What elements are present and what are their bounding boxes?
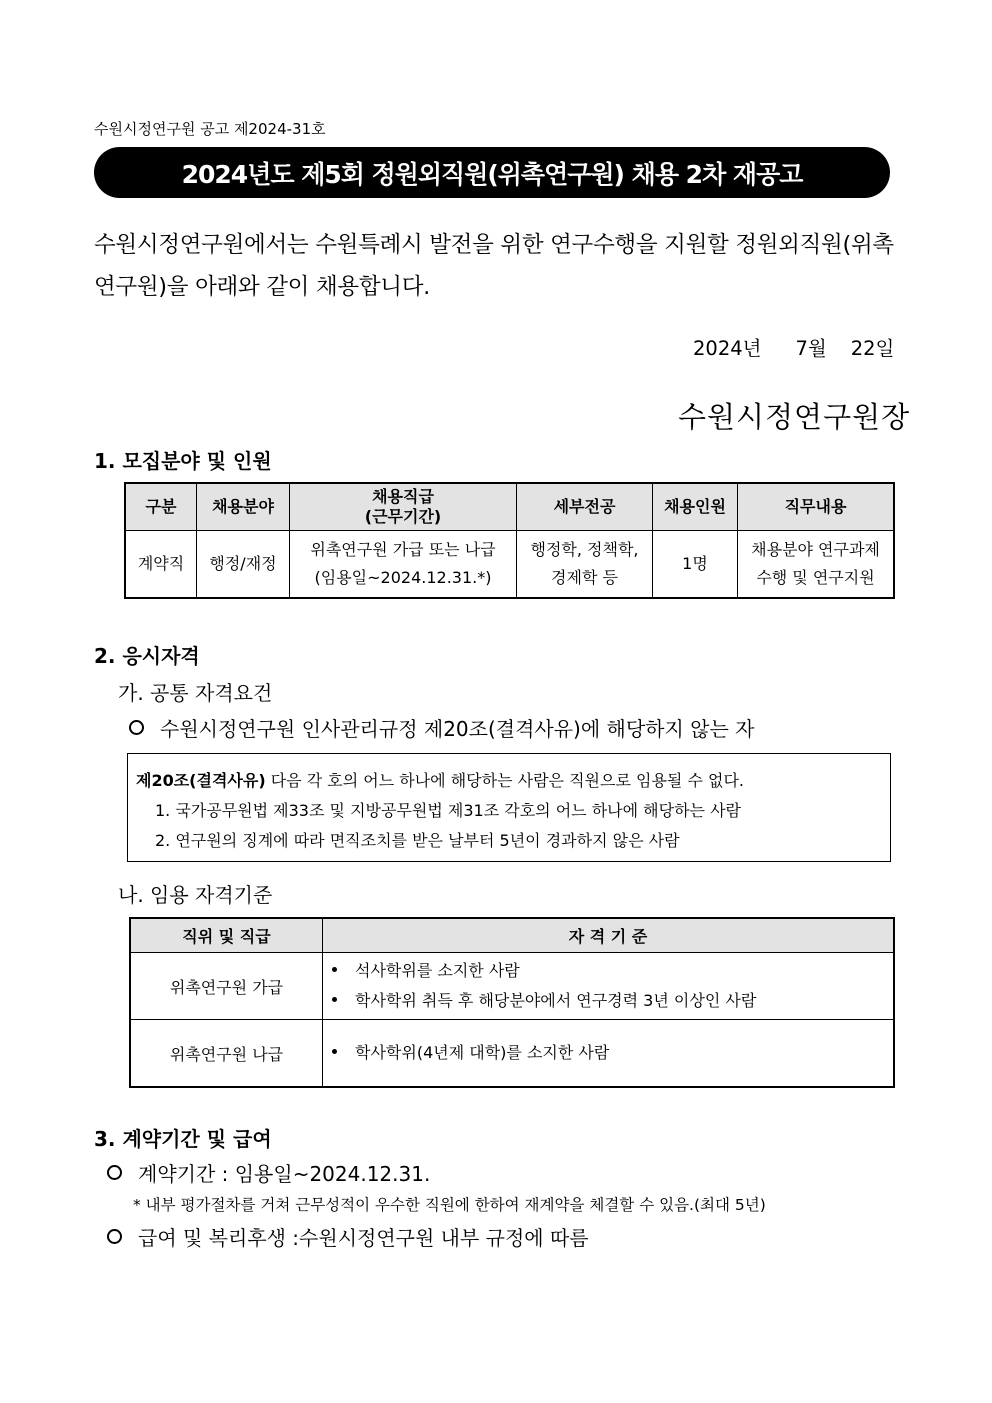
recruitment-table — [124, 482, 895, 599]
header-criteria: 자 격 기 준 — [323, 918, 895, 953]
cell-duty-line2: 수행 및 연구지원 — [756, 568, 875, 587]
rule-item: 2. 연구원의 징계에 따라 면직조치를 받은 날부터 5년이 경과하지 않은 사람 — [155, 831, 680, 850]
header-type: 구분 — [125, 483, 197, 531]
date-month: 7월 — [795, 337, 827, 360]
cell-major-line1: 행정학, 정책학, — [530, 540, 639, 559]
header-major: 세부전공 — [517, 483, 653, 531]
rule-line — [136, 766, 890, 796]
requirement-text: 석사학위를 소지한 사람 — [355, 961, 520, 980]
list-item — [332, 1038, 892, 1068]
date-year: 2024년 — [693, 337, 762, 360]
contract-note: * 내부 평가절차를 거쳐 근무성적이 우수한 직원에 한하여 재계약을 체결할 수 있음.(최대 5년) — [133, 1196, 766, 1214]
section1-heading: 1. 모집분야 및 인원 — [94, 449, 272, 473]
section3-heading: 3. 계약기간 및 급여 — [94, 1127, 272, 1151]
cell-position: 위촉연구원 가급 — [130, 953, 323, 1020]
rule-item: 1. 국가공무원법 제33조 및 지방공무원법 제31조 각호의 어느 하나에 해당하는 사람 — [155, 801, 741, 820]
cell-grade — [290, 531, 517, 599]
circle-bullet-icon — [129, 720, 144, 735]
table-header-row — [125, 483, 894, 531]
cell-requirements — [323, 953, 895, 1020]
table-header-row — [130, 918, 894, 953]
cell-duty — [738, 531, 895, 599]
cell-grade-line2: (임용일~2024.12.31.*) — [314, 568, 492, 587]
cell-grade-line1: 위촉연구원 가급 또는 나급 — [310, 540, 496, 559]
header-field: 채용분야 — [197, 483, 290, 531]
subheading-common: 가. 공통 자격요건 — [118, 681, 273, 705]
bullet-dot-icon — [332, 1049, 337, 1054]
rule-title: 제20조(결격사유) — [136, 771, 266, 790]
section2-heading: 2. 응시자격 — [94, 644, 200, 668]
cell-position: 위촉연구원 나급 — [130, 1020, 323, 1088]
requirement-text: 학사학위(4년제 대학)를 소지한 사람 — [355, 1043, 610, 1062]
subheading-criteria: 나. 임용 자격기준 — [118, 883, 273, 907]
signer: 수원시정연구원장 — [678, 400, 911, 434]
rule-text: 다음 각 호의 어느 하나에 해당하는 사람은 직원으로 임용될 수 없다. — [265, 771, 744, 790]
requirement-text: 학사학위 취득 후 해당분야에서 연구경력 3년 이상인 사람 — [355, 991, 757, 1010]
bullet-text: 수원시정연구원 인사관리규정 제20조(결격사유)에 해당하지 않는 자 — [160, 717, 755, 741]
bullet-common-requirement — [129, 713, 754, 742]
intro-paragraph: 수원시정연구원에서는 수원특례시 발전을 위한 연구수행을 지원할 정원외직원(위촉연구원)을 아래와 같이 채용합니다. — [94, 232, 894, 300]
circle-bullet-icon — [107, 1165, 122, 1180]
table-row — [130, 953, 894, 1020]
cell-requirements — [323, 1020, 895, 1088]
cell-field: 행정/재정 — [197, 531, 290, 599]
table-row — [125, 531, 894, 599]
cell-type: 계약직 — [125, 531, 197, 599]
date-day: 22일 — [850, 337, 895, 360]
list-item — [332, 986, 892, 1016]
bullet-contract-period — [107, 1158, 430, 1187]
cell-count: 1명 — [653, 531, 738, 599]
bullet-text: 계약기간 : 임용일~2024.12.31. — [138, 1162, 431, 1186]
cell-major — [517, 531, 653, 599]
cell-major-line2: 경제학 등 — [551, 568, 618, 587]
header-grade-line2: (근무기간) — [364, 507, 442, 526]
header-grade-line1: 채용직급 — [372, 487, 434, 506]
page-title: 2024년도 제5회 정원외직원(위촉연구원) 채용 2차 재공고 — [181, 159, 803, 189]
header-position: 직위 및 직급 — [130, 918, 323, 953]
header-count: 채용인원 — [653, 483, 738, 531]
circle-bullet-icon — [107, 1229, 122, 1244]
title-banner — [94, 147, 890, 198]
table-row — [130, 1020, 894, 1088]
notice-number: 수원시정연구원 공고 제2024-31호 — [94, 120, 326, 138]
criteria-table — [129, 917, 895, 1088]
header-duty: 직무내용 — [738, 483, 895, 531]
bullet-dot-icon — [332, 967, 337, 972]
bullet-dot-icon — [332, 997, 337, 1002]
cell-duty-line1: 채용분야 연구과제 — [751, 540, 880, 559]
bullet-text: 급여 및 복리후생 :수원시정연구원 내부 규정에 따름 — [138, 1226, 589, 1250]
bullet-salary — [107, 1222, 589, 1251]
list-item — [332, 956, 892, 986]
header-grade — [290, 483, 517, 531]
announcement-date — [693, 333, 894, 361]
disqualification-box — [127, 753, 891, 862]
